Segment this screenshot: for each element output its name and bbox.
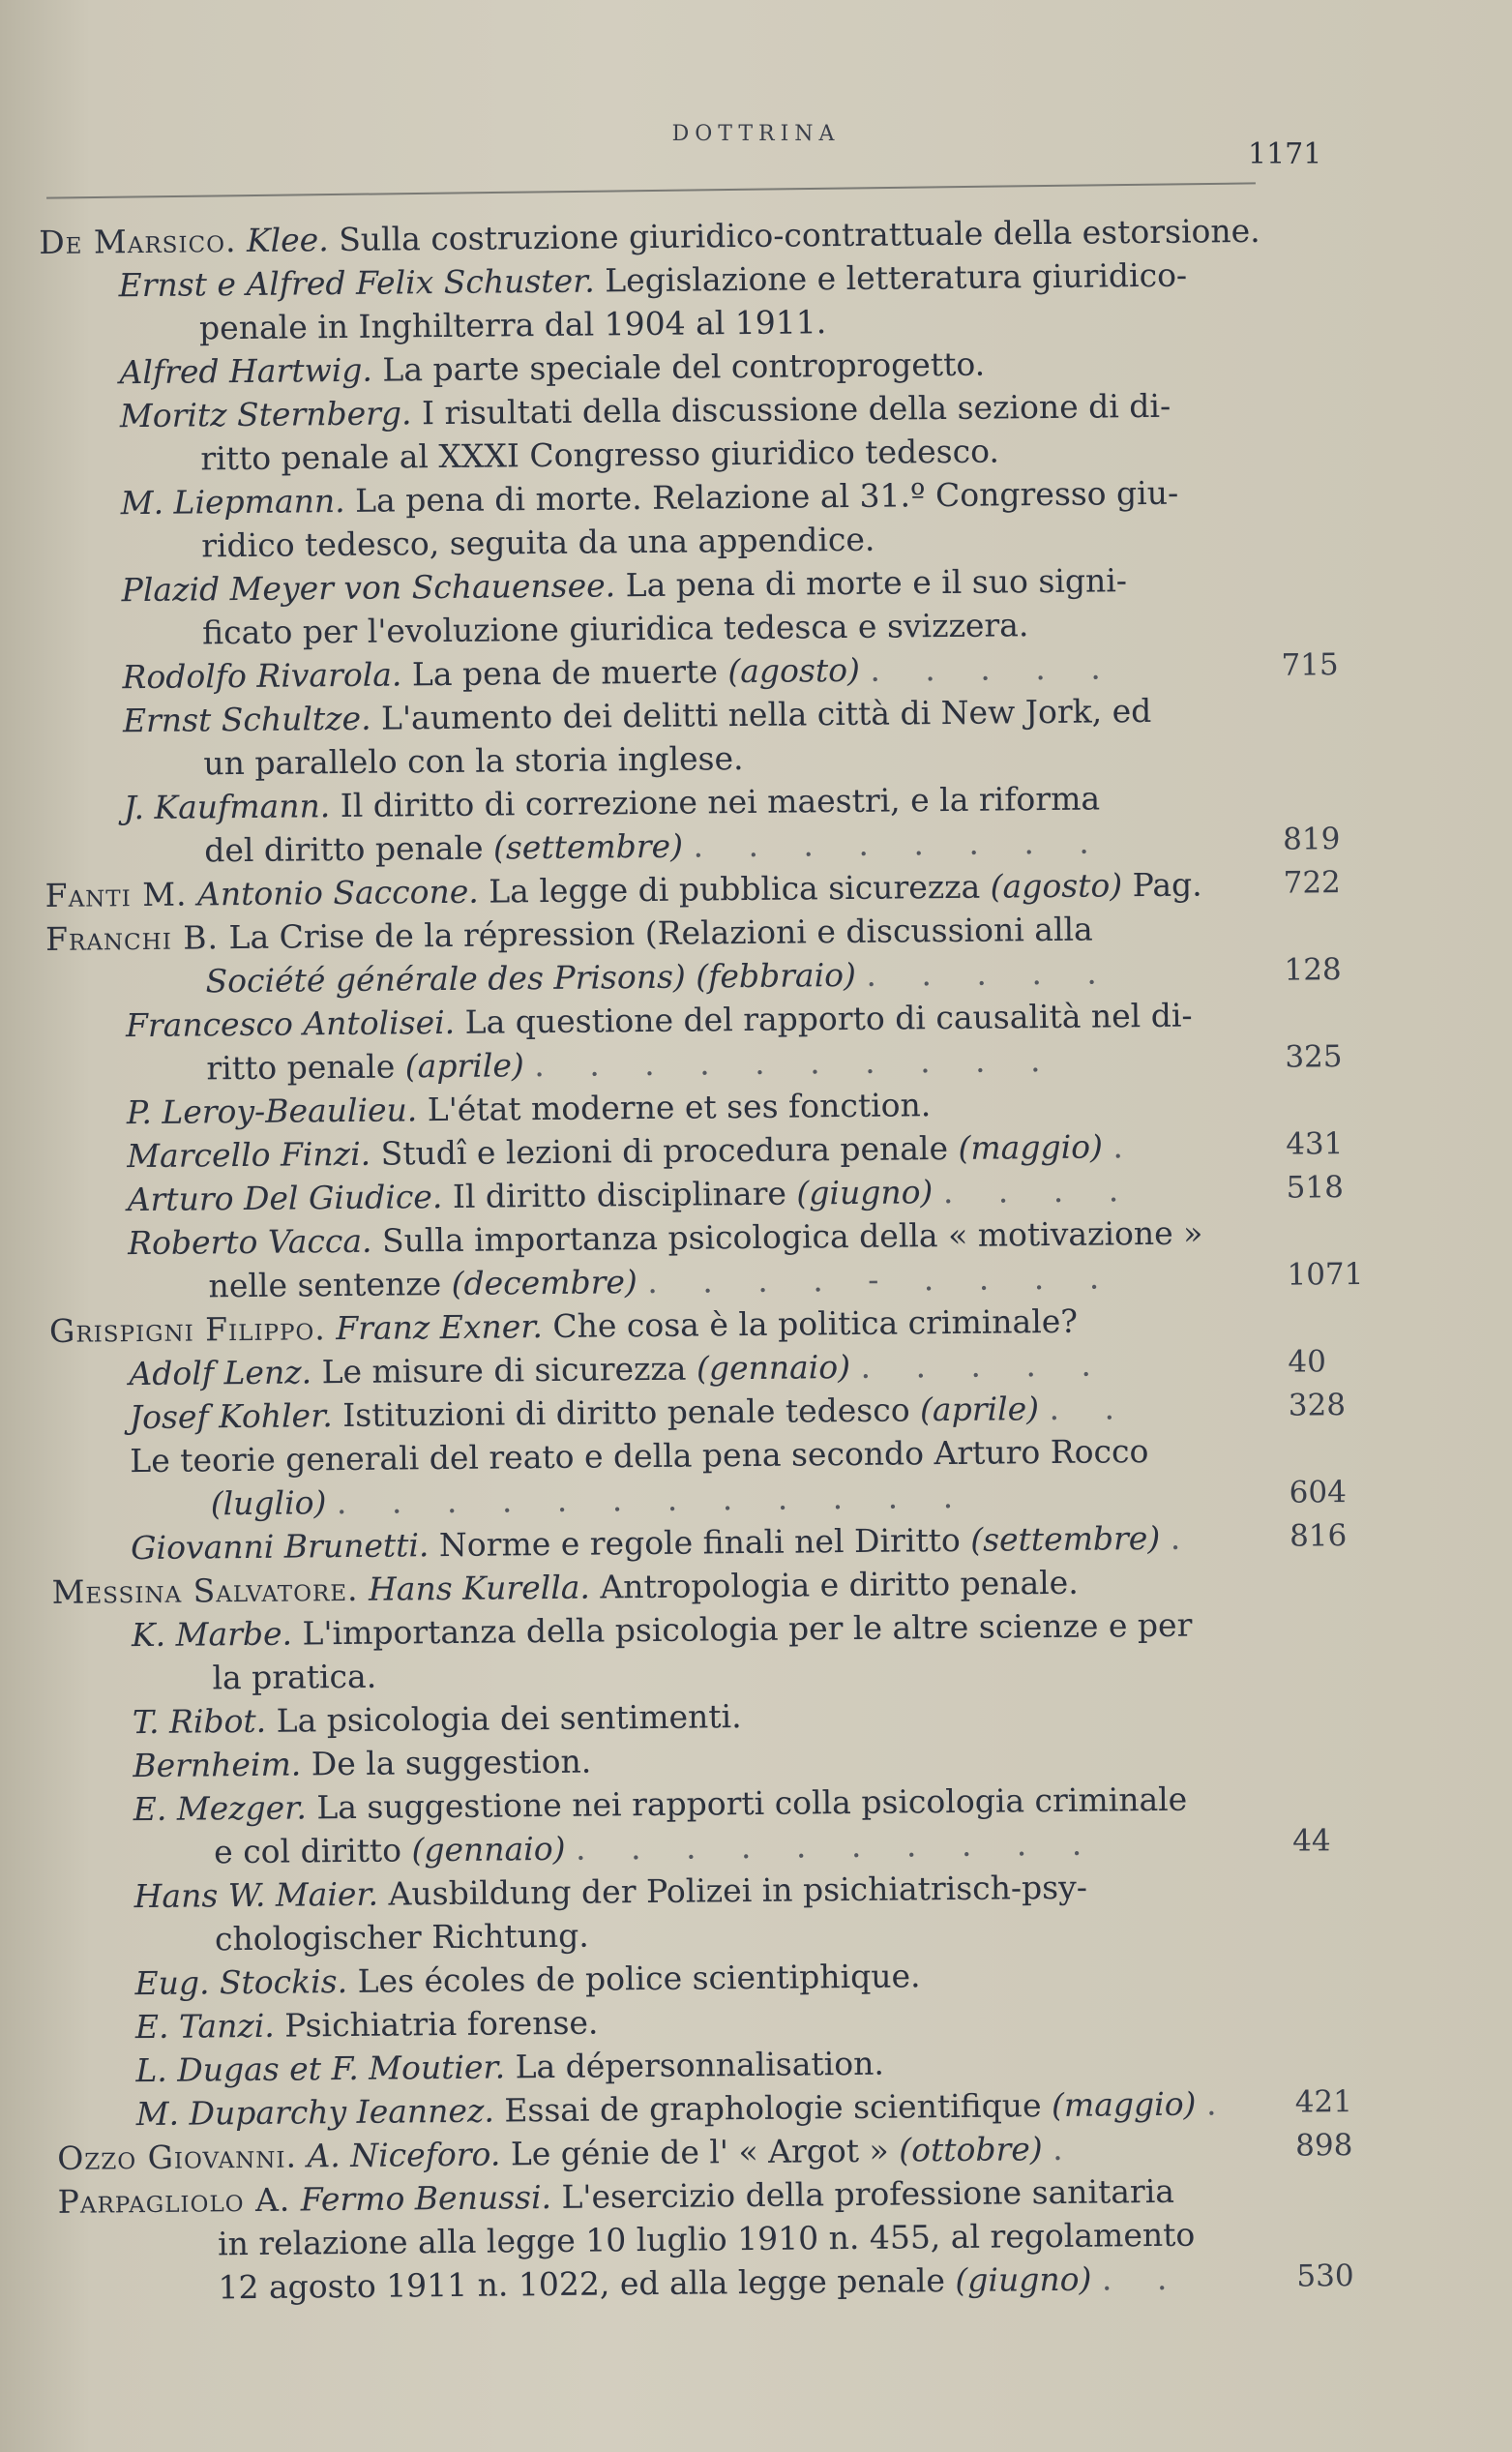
entry-name: Arturo Del Giudice. (127, 1178, 443, 1219)
entry-author: De Marsico. (39, 222, 237, 261)
entry-text: Norme e regole finali nel Diritto (438, 1520, 971, 1565)
entry-month: (gennaio) (696, 1348, 851, 1388)
entry-text: La dépersonnalisation. (515, 2044, 885, 2086)
entry-name: Franz Exner. (336, 1307, 544, 1348)
entry-page-number: 604 (1289, 1475, 1348, 1510)
entry-author: Ozzo Giovanni. (57, 2137, 298, 2177)
entry-text: penale in Inghilterra dal 1904 al 1911. (198, 303, 827, 347)
entry-name: Société générale des Prisons) (205, 957, 686, 1001)
entry-author: Messina Salvatore. (51, 1570, 359, 1611)
entry-text: Le misure di sicurezza (321, 1349, 697, 1391)
page-number: 1171 (1248, 137, 1322, 171)
entry-month: (settembre) (970, 1518, 1161, 1559)
entry-page-number: 819 (1283, 822, 1341, 857)
entry-page-number: 40 (1288, 1344, 1327, 1380)
entry-month: (giugno) (955, 2259, 1092, 2300)
entry-text: chologischer Richtung. (214, 1916, 589, 1959)
entry-name: Klee. (246, 221, 329, 259)
entry-author: Grispigni Filippo. (48, 1309, 326, 1350)
entry-name: K. Marbe. (131, 1614, 293, 1655)
entry-month: (ottobre) (899, 2130, 1043, 2169)
entry-text: Il diritto di correzione nei maestri, e la riforma (340, 779, 1101, 825)
entry-page-number: 715 (1281, 647, 1339, 683)
entry-author: Parpagliolo A. (57, 2180, 291, 2221)
running-head-title: DOTTRINA (671, 122, 841, 146)
entry-month: (aprile) (919, 1390, 1040, 1429)
entry-text: La questione del rapporto di causalità nel di- (464, 996, 1193, 1041)
entry-name: T. Ribot. (132, 1701, 267, 1742)
leader-dots: . . (1101, 2258, 1185, 2298)
entry-text: Psichiatria forense. (284, 2003, 599, 2045)
entry-suffix: Pag. (1121, 865, 1202, 905)
entry-month: (maggio) (1051, 2084, 1197, 2125)
entry-name: Marcello Finzi. (127, 1134, 371, 1176)
entry-text: La Crise de la répression (Relazioni e discussioni alla (228, 910, 1093, 957)
entry-month: (agosto) (990, 866, 1123, 906)
entry-name: Fermo Benussi. (300, 2178, 552, 2219)
entry-name: Ernst e Alfred Felix Schuster. (118, 261, 595, 305)
entry-text: Essai de graphologie scientifique (504, 2086, 1052, 2130)
entry-name: Adolf Lenz. (129, 1353, 312, 1393)
entry-text: in relazione alla legge 10 luglio 1910 n. 455, al regolamento (217, 2215, 1196, 2263)
entry-text: I risultati della discussione della sezione di di- (421, 386, 1171, 433)
entry-page-number: 421 (1294, 2084, 1353, 2120)
entry-month: (giugno) (796, 1173, 934, 1212)
entry-name: A. Niceforo. (307, 2135, 501, 2175)
entry-text: e col diritto (214, 1831, 412, 1871)
entry-page-number: 325 (1285, 1039, 1343, 1075)
entry-month: (luglio) (210, 1483, 327, 1523)
entry-page-number: 816 (1289, 1518, 1348, 1554)
entry-text: Les écoles de police scientiphique. (357, 1957, 921, 2000)
entry-text: Le teorie generali del reato e della pena secondo Arturo Rocco (130, 1432, 1149, 1480)
entry-text: La parte speciale del controprogetto. (382, 344, 986, 389)
entry-month: (maggio) (958, 1127, 1104, 1167)
entry-name: Hans W. Maier. (133, 1874, 379, 1916)
entry-name: Eug. Stockis. (134, 1962, 348, 2003)
entry-page-number: 1071 (1287, 1256, 1364, 1293)
entry-author: Fanti M. (44, 875, 188, 914)
header-rule (46, 182, 1256, 198)
entry-text: Istituzioni di diritto penale tedesco (342, 1390, 921, 1435)
entry-text: del diritto penale (204, 828, 494, 870)
entry-name: Ernst Schultze. (122, 699, 371, 740)
leader-dots: . . . . . . . . . . (534, 1040, 1058, 1085)
entry-text: Antropologia e diritto penale. (600, 1563, 1079, 1606)
entry-text: L'esercizio della professione sanitaria (561, 2171, 1175, 2216)
entry-name: E. Mezger. (133, 1788, 308, 1829)
entry-name: L. Dugas et F. Moutier. (135, 2048, 506, 2090)
entry-page-number: 530 (1296, 2258, 1354, 2294)
leader-dots: . (1052, 2129, 1081, 2168)
entry-text: L'aumento dei delitti nella città di New Jork, ed (380, 691, 1152, 737)
entry-page-number: 722 (1283, 865, 1341, 901)
entry-text: Legislazione e letteratura giuridico- (605, 255, 1188, 300)
entry-text: Ausbildung der Polizei in psichiatrisch-psy- (388, 1868, 1088, 1913)
entry-month: (decembre) (451, 1263, 637, 1302)
entry-page-number: 898 (1294, 2128, 1353, 2164)
entry-name: Moritz Sternberg. (119, 394, 412, 435)
entry-text: nelle sentenze (208, 1264, 452, 1305)
entry-name: Roberto Vacca. (127, 1221, 372, 1263)
entry-text: Sulla costruzione giuridico-contrattuale della estorsione. (339, 211, 1260, 259)
entry-text: La psicologia dei sentimenti. (276, 1697, 742, 1740)
entry-name: Hans Kurella. (368, 1568, 591, 1608)
leader-dots: . . . . . (870, 648, 1118, 689)
entry-name: Alfred Hartwig. (119, 350, 373, 392)
entry-text: La pena di morte. Relazione al 31.º Congresso giu- (354, 473, 1179, 520)
entry-text: L'importanza della psicologia per le altre scienze e per (302, 1605, 1193, 1653)
entry-name: Rodolfo Rivarola. (122, 655, 402, 697)
entry-name: E. Tanzi. (134, 2006, 275, 2047)
leader-dots: . (1205, 2084, 1234, 2123)
entry-text: De la suggestion. (311, 1742, 592, 1783)
leader-dots: . (1112, 1127, 1141, 1166)
leader-dots: . . . . - . . . . (647, 1258, 1117, 1301)
entry-text: La pena di morte e il suo signi- (625, 561, 1128, 605)
entry-name: J. Kaufmann. (123, 787, 331, 827)
entry-name: M. Liepmann. (120, 481, 345, 523)
entry-text: La suggestione nei rapporti colla psicologia criminale (316, 1779, 1188, 1827)
leader-dots: . . . . . (860, 1345, 1110, 1386)
entry-text: la pratica. (212, 1657, 377, 1697)
entry-text: Sulla importanza psicologica della « motivazione » (381, 1213, 1203, 1260)
entry-page-number: 518 (1286, 1170, 1344, 1206)
entry-text: Le génie de l' « Argot » (510, 2131, 900, 2173)
leader-dots: . . . . . . . . . . (575, 1824, 1100, 1868)
entry-text: 12 agosto 1911 n. 1022, ed alla legge penale (218, 2261, 956, 2307)
entry-name: Francesco Antolisei. (125, 1002, 456, 1045)
leader-dots: . . . . (942, 1171, 1137, 1211)
leader-dots: . (1170, 1518, 1199, 1557)
leader-dots: . . . . . . . . . . . . (336, 1477, 971, 1522)
leader-dots: . . . . . . . . (693, 822, 1108, 865)
entry-text: La pena de muerte (411, 652, 728, 694)
entry-month: (settembre) (492, 826, 684, 867)
entry-text: Il diritto disciplinare (452, 1174, 797, 1215)
entry-name: P. Leroy-Beaulieu. (126, 1091, 418, 1132)
entry-text: ficato per l'evoluzione giuridica tedesca e svizzera. (201, 606, 1029, 652)
entry-page-number: 44 (1291, 1823, 1331, 1859)
entry-name: Josef Kohler. (129, 1396, 333, 1437)
entry-text: ridico tedesco, seguita da una appendice. (201, 520, 875, 565)
entry-text: La legge di pubblica sicurezza (489, 867, 991, 911)
entry-text: ritto penale al XXXI Congresso giuridico tedesco. (200, 432, 1000, 478)
entry-page-number: 431 (1286, 1126, 1344, 1162)
entry-name: M. Duparchy Ieannez. (135, 2091, 495, 2134)
entry-page-number: 128 (1284, 952, 1342, 988)
entry-month: (febbraio) (696, 955, 857, 996)
leader-dots: . . (1049, 1389, 1133, 1428)
entry-text: un parallelo con la storia inglese. (203, 739, 744, 783)
entry-name: Plazid Meyer von Schauensee. (121, 566, 616, 610)
entry-page-number: 328 (1288, 1388, 1347, 1423)
entry-text: L'état moderne et ses fonction. (427, 1086, 932, 1129)
entry-month: (gennaio) (411, 1829, 566, 1869)
entry-month: (aprile) (404, 1046, 524, 1086)
entry-name: Bernheim. (133, 1745, 302, 1785)
entry-text: Che cosa è la politica criminale? (552, 1301, 1079, 1345)
entry-name: Giovanni Brunetti. (130, 1526, 430, 1568)
leader-dots: . . . . . (866, 953, 1115, 994)
entry-month: (agosto) (727, 650, 861, 691)
entry-name: Antonio Saccone. (196, 872, 479, 913)
entry-text: ritto penale (206, 1047, 405, 1088)
entry-text: Studî e lezioni di procedura penale (380, 1128, 959, 1173)
index-list (39, 207, 1491, 2311)
entry-author: Franchi B. (44, 918, 220, 958)
